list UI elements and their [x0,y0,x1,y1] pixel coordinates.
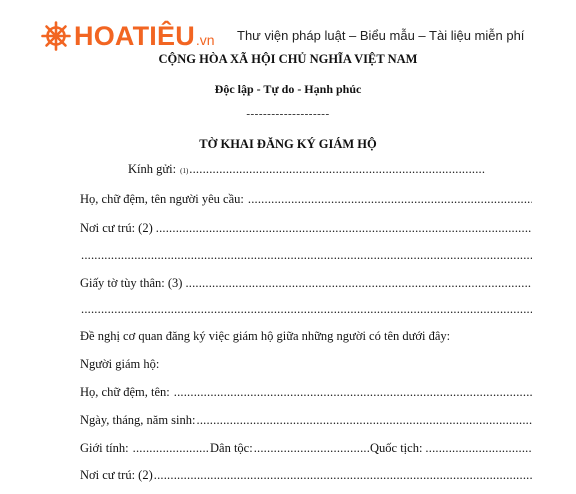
guardian-ethnicity-label: Dân tộc: [210,441,253,455]
guardian-name-blank [174,385,532,400]
brand-domain-suffix: .vn [195,32,215,48]
national-title: CỘNG HÒA XÃ HỘI CHỦ NGHĨA VIỆT NAM [158,52,418,66]
recipient-blank [189,162,486,177]
guardian-heading-label: Người giám hộ: [80,357,160,371]
recipient-note-marker: (1) [180,167,189,175]
request-text [80,329,450,344]
guardian-dob-field[interactable] [80,413,532,428]
hoatieu-logo[interactable] [40,20,215,52]
id-document-label: Giấy tờ tùy thân: (3) [80,276,183,290]
guardian-residence-blank [154,468,532,483]
guardian-ethnicity-field[interactable] [210,441,370,456]
request-text-label: Đề nghị cơ quan đăng ký việc giám hộ giữa những người có tên dưới đây: [80,329,451,343]
guardian-heading [80,357,159,372]
guardian-gender-blank [133,441,210,456]
residence-label: Nơi cư trú: (2) [80,221,153,235]
requester-name-label: Họ, chữ đệm, tên người yêu cầu: [80,192,244,206]
recipient-field[interactable] [128,162,486,177]
site-tagline: Thư viện pháp luật – Biểu mẫu – Tài liệu miễn phí [237,28,525,43]
motto: Độc lập - Tự do - Hạnh phúc [214,82,362,96]
requester-name-field[interactable] [80,192,532,207]
guardian-ethnicity-blank [254,441,370,456]
id-document-continuation-field[interactable] [80,302,532,317]
guardian-gender-label: Giới tính: [80,441,129,455]
divider-line: -------------------- [246,108,330,120]
recipient-label: Kính gửi: [128,162,177,176]
id-document-blank [185,276,532,291]
guardian-name-label: Họ, chữ đệm, tên: [80,385,170,399]
guardian-residence-label: Nơi cư trú: (2) [80,468,153,482]
ship-wheel-icon [40,20,72,52]
form-title: TỜ KHAI ĐĂNG KÝ GIÁM HỘ [199,137,377,151]
guardian-dob-label: Ngày, tháng, năm sinh: [80,413,196,427]
guardian-gender-field[interactable] [80,441,210,456]
brand-name: HOATIÊU [74,21,195,51]
residence-field[interactable] [80,221,532,236]
residence-blank [156,221,532,236]
guardian-name-field[interactable] [80,385,532,400]
residence-continuation-field[interactable] [80,248,532,263]
guardian-nationality-field[interactable] [370,441,532,456]
id-document-field[interactable] [80,276,532,291]
guardian-demographics-row [80,441,532,456]
guardian-residence-field[interactable] [80,468,532,483]
guardian-nationality-label: Quốc tịch: [370,441,423,455]
guardian-dob-blank [197,413,533,428]
guardian-nationality-blank [425,441,532,456]
requester-name-blank [248,192,532,207]
residence-continuation-blank [81,248,532,263]
id-document-continuation-blank [81,302,532,317]
